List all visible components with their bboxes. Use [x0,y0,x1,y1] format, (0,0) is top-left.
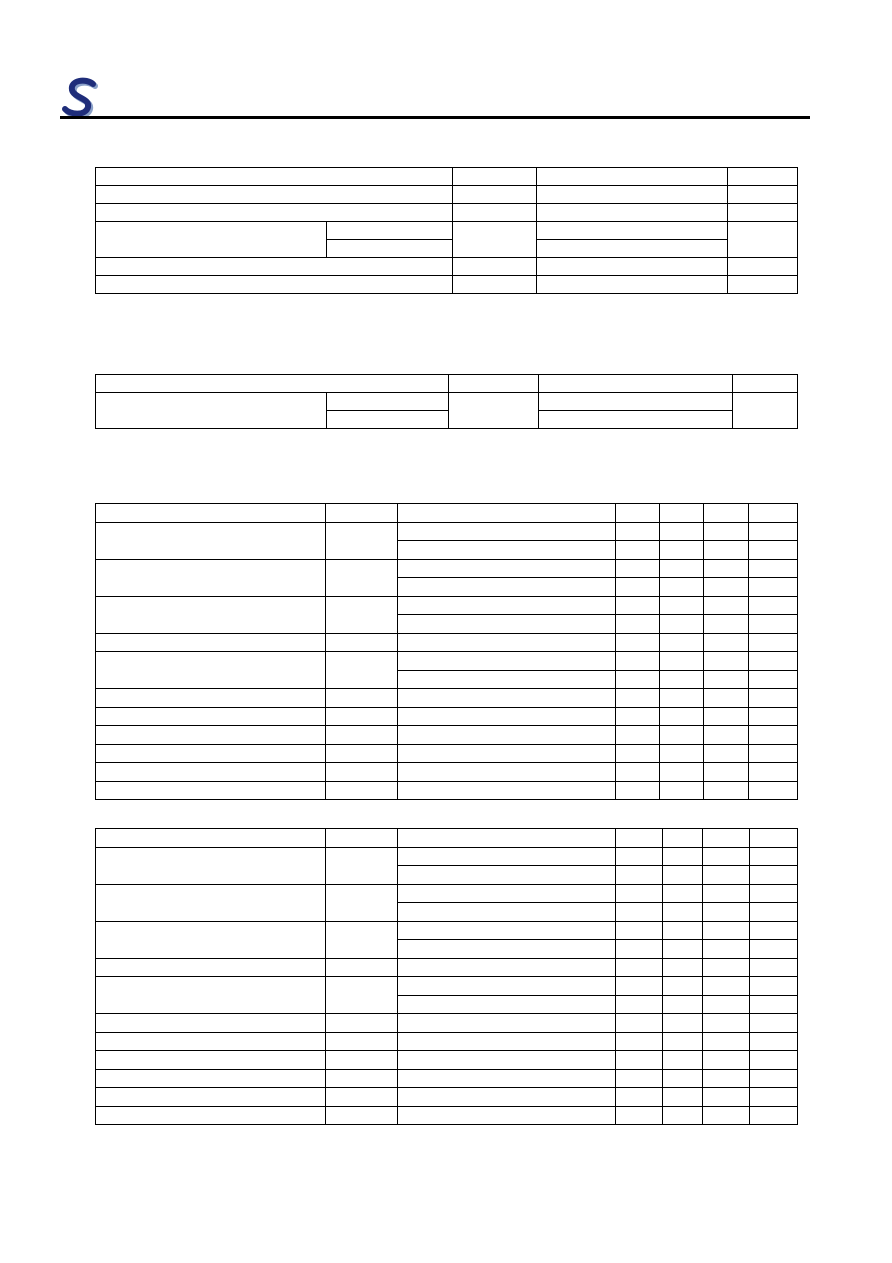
table-row [96,847,798,866]
table-row [96,559,798,578]
table-row [96,781,798,800]
table-row [96,829,798,848]
stylized-s-logo-icon [60,76,102,118]
table-row [96,186,798,204]
table-2 [95,374,798,429]
table-row [96,958,798,977]
table-row [96,393,798,411]
table-row [96,763,798,782]
table-row [96,222,798,240]
table-row [96,504,798,523]
table-1 [95,167,798,294]
table-row [96,168,798,186]
table-row [96,744,798,763]
table-row [96,707,798,726]
table-row [96,522,798,541]
table-row [96,204,798,222]
header-rule [60,116,810,119]
table-row [96,258,798,276]
table-row [96,633,798,652]
table-row [96,276,798,294]
table-row [96,1014,798,1033]
table-row [96,1088,798,1107]
table-row [96,726,798,745]
table-3 [95,503,798,800]
table-row [96,596,798,615]
table-row [96,884,798,903]
table-row [96,375,798,393]
table-4 [95,828,798,1125]
table-row [96,921,798,940]
table-row [96,1069,798,1088]
table-row [96,977,798,996]
table-row [96,1106,798,1125]
table-row [96,689,798,708]
table-row [96,1032,798,1051]
table-row [96,652,798,671]
table-row [96,1051,798,1070]
